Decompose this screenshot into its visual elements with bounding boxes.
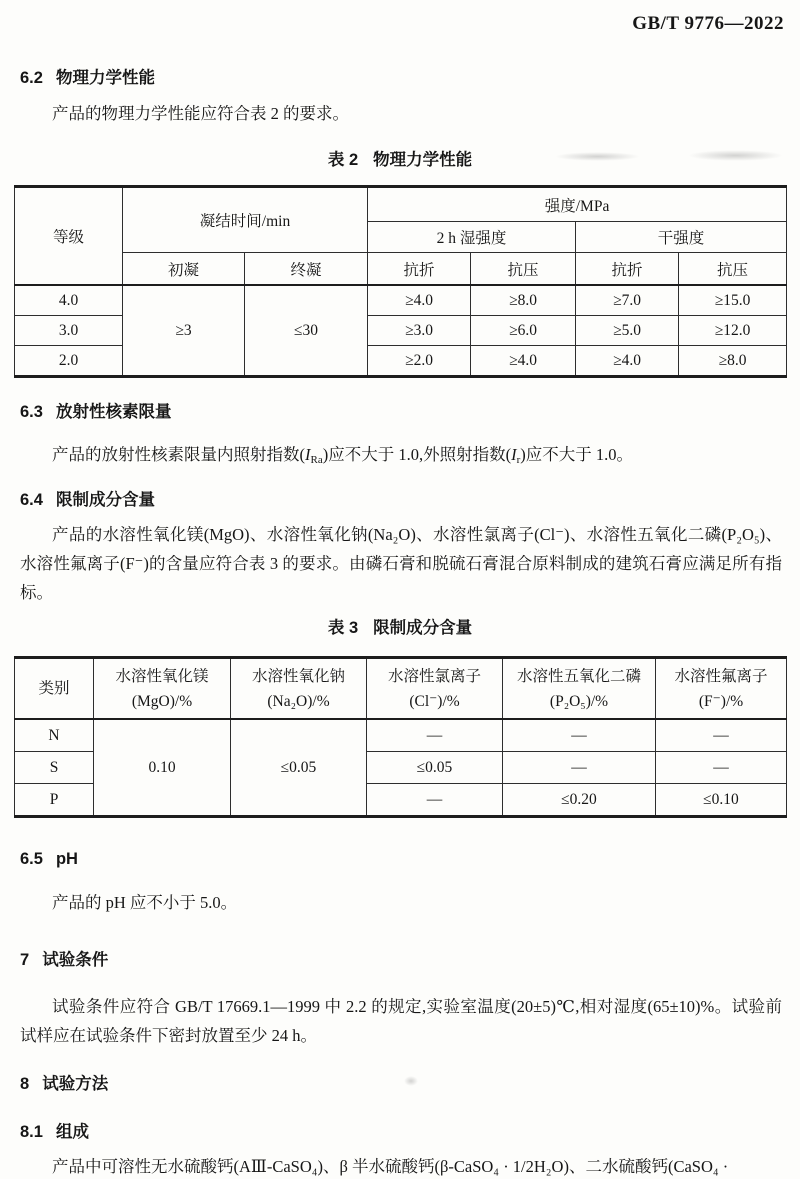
table-cell: ≤0.20	[503, 784, 656, 817]
header-line-1: 水溶性氧化钠	[251, 667, 345, 685]
column-header-f	[656, 658, 787, 720]
column-header-flexural-dry: 抗折	[576, 253, 679, 286]
section-number: 6.4	[20, 491, 43, 509]
table-cell: 2.0	[15, 346, 123, 377]
table-cell: ≥7.0	[576, 285, 679, 316]
symbol-external-exposure-index: I	[511, 445, 517, 464]
paragraph-6-3	[20, 440, 782, 475]
table-cell-initial-set-merged: ≥3	[123, 285, 245, 377]
section-number: 8	[20, 1075, 30, 1093]
table-cell: P	[15, 784, 94, 817]
table-cell: —	[503, 719, 656, 752]
header-line-2: (Na₂O)/%	[267, 692, 330, 710]
symbol-subscript: Ra	[310, 454, 323, 466]
symbol-subscript: r	[516, 454, 521, 466]
column-header-na2o	[231, 658, 367, 720]
table-cell: ≥2.0	[368, 346, 471, 377]
column-header-category: 类别	[15, 658, 94, 720]
section-title: 限制成分含量	[55, 491, 155, 509]
column-header-dry-strength: 干强度	[576, 222, 787, 253]
table-cell-na2o-merged: ≤0.05	[231, 719, 367, 817]
table-cell: —	[656, 719, 787, 752]
table-2-physical-mechanical-properties	[14, 185, 787, 378]
table-cell: ≥4.0	[576, 346, 679, 377]
table2-caption-label: 表 2	[327, 151, 359, 169]
table-cell: ≥3.0	[368, 316, 471, 346]
table-cell: ≥5.0	[576, 316, 679, 346]
table-cell: ≥15.0	[679, 285, 787, 316]
section-number: 6.2	[20, 69, 43, 87]
header-line-1: 水溶性氟离子	[674, 667, 768, 685]
column-header-flexural-wet: 抗折	[368, 253, 471, 286]
section-heading-6-5	[20, 850, 78, 869]
section-heading-8-1	[20, 1118, 89, 1142]
table-row	[15, 285, 787, 316]
table-cell: 4.0	[15, 285, 123, 316]
column-header-p2o5	[503, 658, 656, 720]
header-line-1: 水溶性五氧化二磷	[516, 667, 641, 685]
paragraph-text: )应不大于 1.0,外照射指数(	[322, 445, 512, 464]
column-header-cl	[367, 658, 503, 720]
section-title: 试验条件	[42, 951, 109, 969]
table-cell: ≥12.0	[679, 316, 787, 346]
symbol-internal-exposure-index: I	[305, 445, 311, 464]
table-cell: —	[503, 752, 656, 784]
section-number: 6.3	[20, 403, 43, 421]
paragraph-text: )应不大于 1.0。	[520, 445, 634, 464]
column-header-mgo	[94, 658, 231, 720]
header-line-1: 水溶性氯离子	[387, 667, 481, 685]
paragraph-7: 试验条件应符合 GB/T 17669.1—1999 中 2.2 的规定,实验室温度(20±5)℃,相对湿度(65±10)%。试验前试样应在试验条件下密封放置至少 24 h。	[20, 997, 782, 1045]
scan-smudge	[404, 1076, 418, 1086]
table-cell: ≤0.05	[367, 752, 503, 784]
paragraph-8-1: 产品中可溶性无水硫酸钙(AⅢ-CaSO₄)、β 半水硫酸钙(β-CaSO₄ · 1/2H₂O)、二水硫酸钙(CaSO₄ ·	[52, 1157, 729, 1176]
column-header-initial-set: 初凝	[123, 253, 245, 286]
table-cell: ≥4.0	[368, 285, 471, 316]
column-header-grade: 等级	[15, 187, 123, 286]
table2-caption-title: 物理力学性能	[373, 151, 473, 169]
section-title: 试验方法	[42, 1075, 109, 1093]
paragraph-6-4: 产品的水溶性氧化镁(MgO)、水溶性氧化钠(Na₂O)、水溶性氯离子(Cl⁻)、水溶性五氧化二磷(P₂O₅)、水溶性氟离子(F⁻)的含量应符合表 3 的要求。由磷石膏和脱硫石膏混合原料制成的建筑石膏应满足所有指标。	[20, 525, 782, 602]
section-title: 组成	[55, 1123, 89, 1141]
table-cell: ≥8.0	[471, 285, 576, 316]
section-heading-6-3	[20, 398, 171, 422]
column-header-compressive-wet: 抗压	[471, 253, 576, 286]
section-title: 物理力学性能	[55, 69, 155, 87]
table-cell: N	[15, 719, 94, 752]
table-cell: ≥6.0	[471, 316, 576, 346]
column-header-final-set: 终凝	[245, 253, 368, 286]
table-cell-final-set-merged: ≤30	[245, 285, 368, 377]
section-heading-7	[20, 946, 108, 970]
table3-caption-title: 限制成分含量	[373, 619, 473, 637]
table3-caption-label: 表 3	[327, 619, 359, 637]
header-line-2: (Cl⁻)/%	[409, 692, 460, 710]
table-cell: —	[367, 784, 503, 817]
table3-caption	[0, 614, 800, 638]
column-header-wet-strength: 2 h 湿强度	[368, 222, 576, 253]
table-cell: —	[367, 719, 503, 752]
section-title: pH	[55, 850, 78, 868]
paragraph-text: 产品的放射性核素限量内照射指数(	[52, 445, 305, 464]
table-cell-mgo-merged: 0.10	[94, 719, 231, 817]
paragraph-6-2: 产品的物理力学性能应符合表 2 的要求。	[52, 104, 349, 123]
table-cell: ≤0.10	[656, 784, 787, 817]
header-line-2: (P₂O₅)/%	[549, 692, 609, 710]
standard-code: GB/T 9776—2022	[632, 13, 784, 34]
section-title: 放射性核素限量	[55, 403, 172, 421]
column-header-setting-time: 凝结时间/min	[123, 187, 368, 253]
table-cell: ≥4.0	[471, 346, 576, 377]
header-line-1: 水溶性氧化镁	[115, 667, 209, 685]
table-cell: 3.0	[15, 316, 123, 346]
table-3-restricted-component-content	[14, 656, 787, 818]
table-cell: ≥8.0	[679, 346, 787, 377]
column-header-strength: 强度/MPa	[368, 187, 787, 222]
paragraph-6-5: 产品的 pH 应不小于 5.0。	[52, 893, 238, 912]
section-heading-6-4	[20, 486, 155, 510]
section-heading-8	[20, 1070, 108, 1094]
table-row	[15, 719, 787, 752]
table-cell: S	[15, 752, 94, 784]
section-number: 6.5	[20, 850, 43, 868]
header-line-2: (F⁻)/%	[698, 692, 744, 710]
section-heading-6-2	[20, 64, 155, 88]
column-header-compressive-dry: 抗压	[679, 253, 787, 286]
section-number: 8.1	[20, 1123, 43, 1141]
table2-caption	[0, 146, 800, 170]
table-cell: —	[656, 752, 787, 784]
section-number: 7	[20, 951, 30, 969]
header-line-2: (MgO)/%	[131, 692, 193, 710]
